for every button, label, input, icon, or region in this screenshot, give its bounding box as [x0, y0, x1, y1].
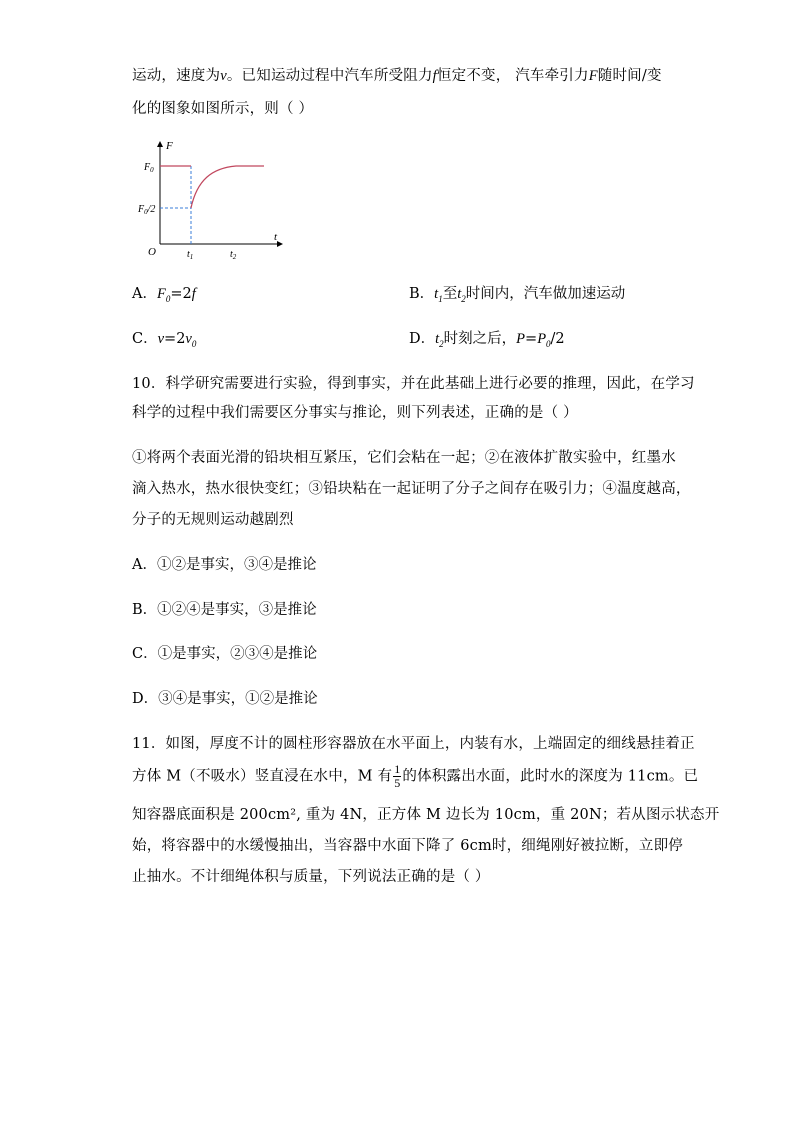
q9-option-b[interactable]: B．$t_1$至$t_2$时间内，汽车做加速运动 — [409, 286, 626, 304]
y-axis-label: F — [166, 140, 173, 152]
force-curve — [160, 166, 264, 208]
q11-line-3: 知容器底面积是 200cm², 重为 4N，正方体 M 边长为 10cm，重 20N；若从图示状态开 — [132, 807, 720, 823]
q10-line-3: ①将两个表面光滑的铅块相互紧压，它们会粘在一起；②在液体扩散实验中，红墨水 — [132, 450, 676, 466]
q10-option-d[interactable]: D．③④是事实，①②是推论 — [132, 691, 318, 707]
f-symbol: f — [432, 68, 437, 84]
q11-line-5: 止抽水。不计细绳体积与质量，下列说法正确的是（ ） — [132, 869, 490, 885]
q9-option-a[interactable]: A．$F_0=2f$ — [132, 286, 196, 304]
q10-line-4: 滴入热水，热水很快变红；③铅块粘在一起证明了分子之间存在吸引力；④温度越高， — [132, 481, 691, 497]
q9-line-2: 化的图象如图所示，则（ ） — [132, 101, 314, 117]
q10-line-1: 10．科学研究需要进行实验，得到事实，并在此基础上进行必要的推理，因此，在学习 — [132, 376, 695, 392]
q11-line-4: 始，将容器中的水缓慢抽出，当容器中水面下降了 6cm时，细绳刚好被拉断，立即停 — [132, 838, 684, 854]
F-symbol: F — [588, 68, 598, 84]
q9-option-d[interactable]: D．$t_2$时刻之后，$P=P_0/2$ — [409, 331, 565, 349]
q10-line-2: 科学的过程中我们需要区分事实与推论，则下列表述，正确的是（ ） — [132, 405, 578, 421]
q9-option-c[interactable]: C．$v=2v_0$ — [132, 331, 197, 349]
label-t2: $t_2$ — [230, 249, 237, 261]
x-axis-label: t — [274, 231, 278, 243]
v-symbol: v — [220, 68, 227, 84]
q10-option-c[interactable]: C．①是事实，②③④是推论 — [132, 646, 318, 662]
q10-line-5: 分子的无规则运动越剧烈 — [132, 512, 294, 528]
q9-line-1: 运动，速度为v。已知运动过程中汽车所受阻力f恒定不变， 汽车牵引力F随时间/变 — [132, 68, 662, 84]
q10-option-b[interactable]: B．①②④是事实，③是推论 — [132, 602, 317, 618]
q11-line-2: 方体 M（不吸水）竖直浸在水中，M 有 $\frac{1}{5}$ 的体积露出水面，此时水的深度为 11cm。已 — [132, 762, 699, 790]
fraction-one-fifth: $\frac{1}{5}$ — [394, 762, 401, 790]
label-t1: $t_1$ — [187, 249, 194, 261]
q10-option-a[interactable]: A．①②是事实，③④是推论 — [132, 557, 317, 573]
origin-label: O — [148, 246, 156, 258]
label-F0-half: $F_0/2$ — [138, 204, 156, 216]
label-F0: $F_0$ — [144, 162, 154, 174]
force-time-graph — [140, 136, 290, 262]
q11-line-1: 11．如图，厚度不计的圆柱形容器放在水平面上，内装有水，上端固定的细线悬挂着正 — [132, 736, 695, 752]
